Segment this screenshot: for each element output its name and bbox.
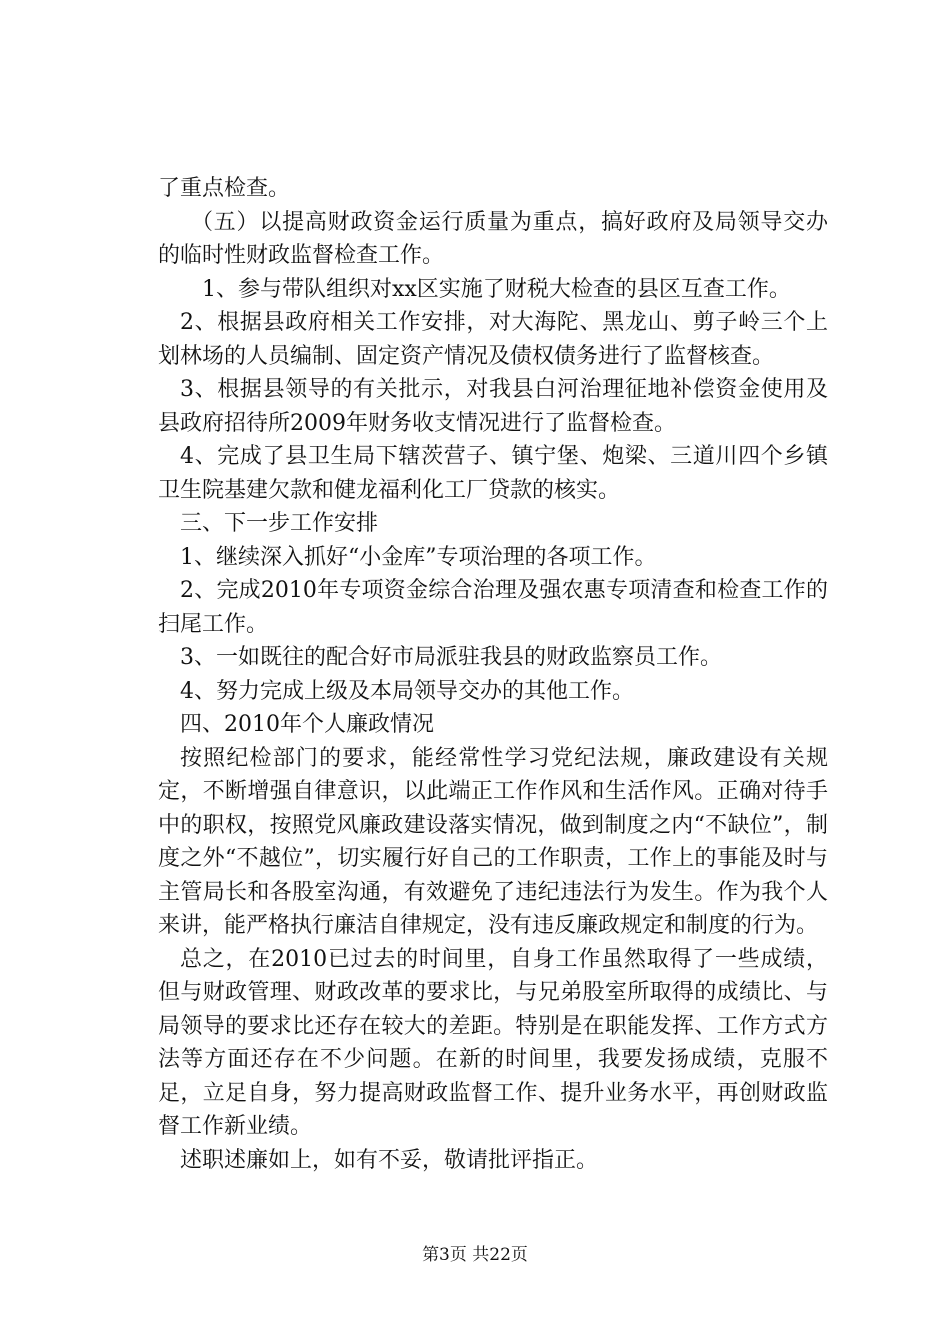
page-footer: 第3页 共22页 (422, 1245, 528, 1265)
section-five-item-1: 1、参与带队组织对xx区实施了财税大检查的县区互查工作。 (202, 276, 791, 302)
section-five-item-4: 4、完成了县卫生局下辖茨营子、镇宁堡、炮梁、三道川四个乡镇卫生院基建欠款和健龙福利化工厂贷款的核实。 (158, 444, 828, 503)
closing-paragraph: 述职述廉如上，如有不妥，敬请批评指正。 (180, 1147, 599, 1173)
section-three-heading: 三、下一步工作安排 (180, 511, 379, 536)
paragraph-continuation: 了重点检查。 (158, 176, 291, 201)
section-five-item-2: 2、根据县政府相关工作安排，对大海陀、黑龙山、剪子岭三个上划林场的人员编制、固定资产情况及债权债务进行了监督核查。 (158, 310, 828, 369)
section-five-heading: （五）以提高财政资金运行质量为重点，搞好政府及局领导交办的临时性财政监督检查工作。 (158, 209, 828, 268)
document-body (158, 172, 828, 1177)
section-four-heading: 四、2010年个人廉政情况 (180, 712, 434, 737)
section-three-item-1: 1、继续深入抓好“小金库”专项治理的各项工作。 (180, 544, 657, 570)
section-four-body: 按照纪检部门的要求，能经常性学习党纪法规，廉政建设有关规定，不断增强自律意识，以此端正工作作风和生活作风。正确对待手中的职权，按照党风廉政建设落实情况，做到制度之内“不缺位”，制度之外“不越位”，切实履行好自己的工作职责，工作上的事能及时与主管局长和各股室沟通，有效避免了违纪违法行为发生。作为我个人来讲，能严格执行廉洁自律规定，没有违反廉政规定和制度的行为。 (158, 745, 828, 938)
section-three-item-3: 3、一如既往的配合好市局派驻我县的财政监察员工作。 (180, 645, 722, 670)
section-three-item-2: 2、完成2010年专项资金综合治理及强农惠专项清查和检查工作的扫尾工作。 (158, 578, 828, 637)
section-five-item-3: 3、根据县领导的有关批示，对我县白河治理征地补偿资金使用及县政府招待所2009年财务收支情况进行了监督检查。 (158, 377, 828, 436)
summary-paragraph: 总之，在2010已过去的时间里，自身工作虽然取得了一些成绩，但与财政管理、财政改革的要求比，与兄弟股室所取得的成绩比、与局领导的要求比还存在较大的差距。特别是在职能发挥、工作方式方法等方面还存在不少问题。在新的时间里，我要发扬成绩，克服不足，立足自身，努力提高财政监督工作、提升业务水平，再创财政监督工作新业绩。 (158, 946, 828, 1139)
section-three-item-4: 4、努力完成上级及本局领导交办的其他工作。 (180, 678, 634, 704)
